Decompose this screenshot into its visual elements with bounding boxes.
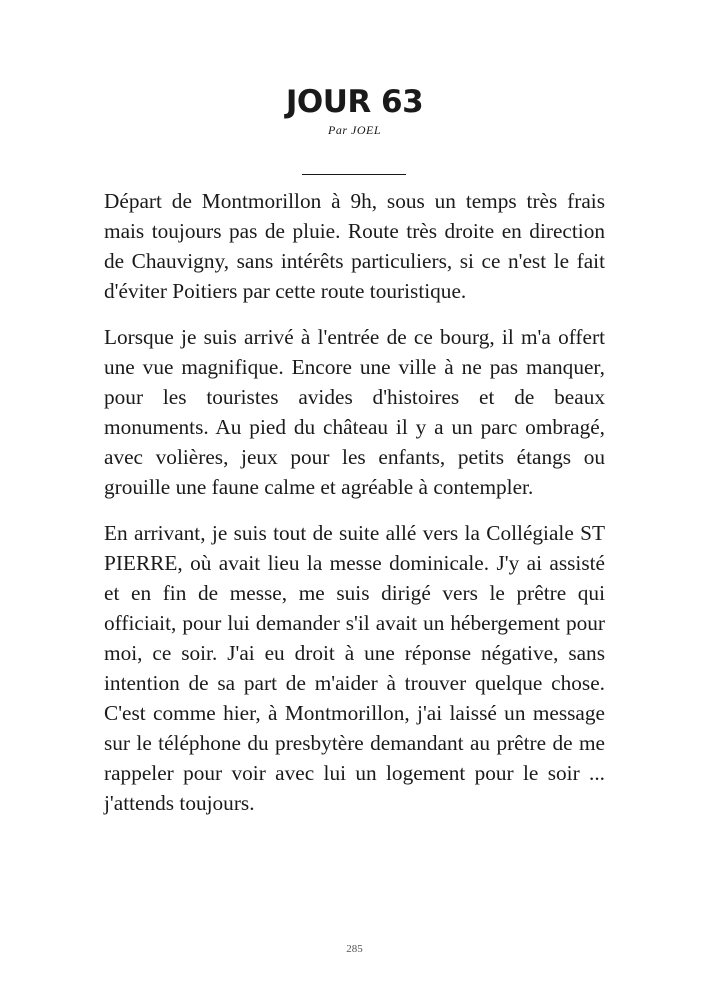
- paragraph-2: Lorsque je suis arrivé à l'entrée de ce bourg, il m'a offert une vue magnifique. Encore une ville à ne pas manquer, pour les touristes avides d'histoires et de beaux monuments. Au pied du château il y a un parc ombragé, avec volières, jeux pour les enfants, petits étangs ou grouille une faune calme et agréable à contempler.: [104, 325, 605, 499]
- chapter-author: Par JOEL: [328, 123, 381, 137]
- page-number: 285: [346, 943, 363, 955]
- paragraph-3: En arrivant, je suis tout de suite allé vers la Collégiale ST PIERRE, où avait lieu la messe dominicale. J'y ai assisté et en fin de messe, me suis dirigé vers le prêtre qui officiait, pour lui demander s'il avait un hébergement pour moi, ce soir. J'ai eu droit à une réponse négative, sans intention de sa part de m'aider à trouver quelque chose. C'est comme hier, à Montmorillon, j'ai laissé un message sur le téléphone du presbytère demandant au prêtre de me rappeler pour voir avec lui un logement pour le soir ... j'attends toujours.: [104, 521, 605, 815]
- title-divider: [302, 174, 406, 175]
- chapter-body: [104, 186, 605, 834]
- chapter-title: JOUR 63: [285, 84, 424, 120]
- paragraph-1: Départ de Montmorillon à 9h, sous un temps très frais mais toujours pas de pluie. Route très droite en direction de Chauvigny, sans intérêts particuliers, si ce n'est le fait d'éviter Poitiers par cette route touristique.: [104, 189, 605, 303]
